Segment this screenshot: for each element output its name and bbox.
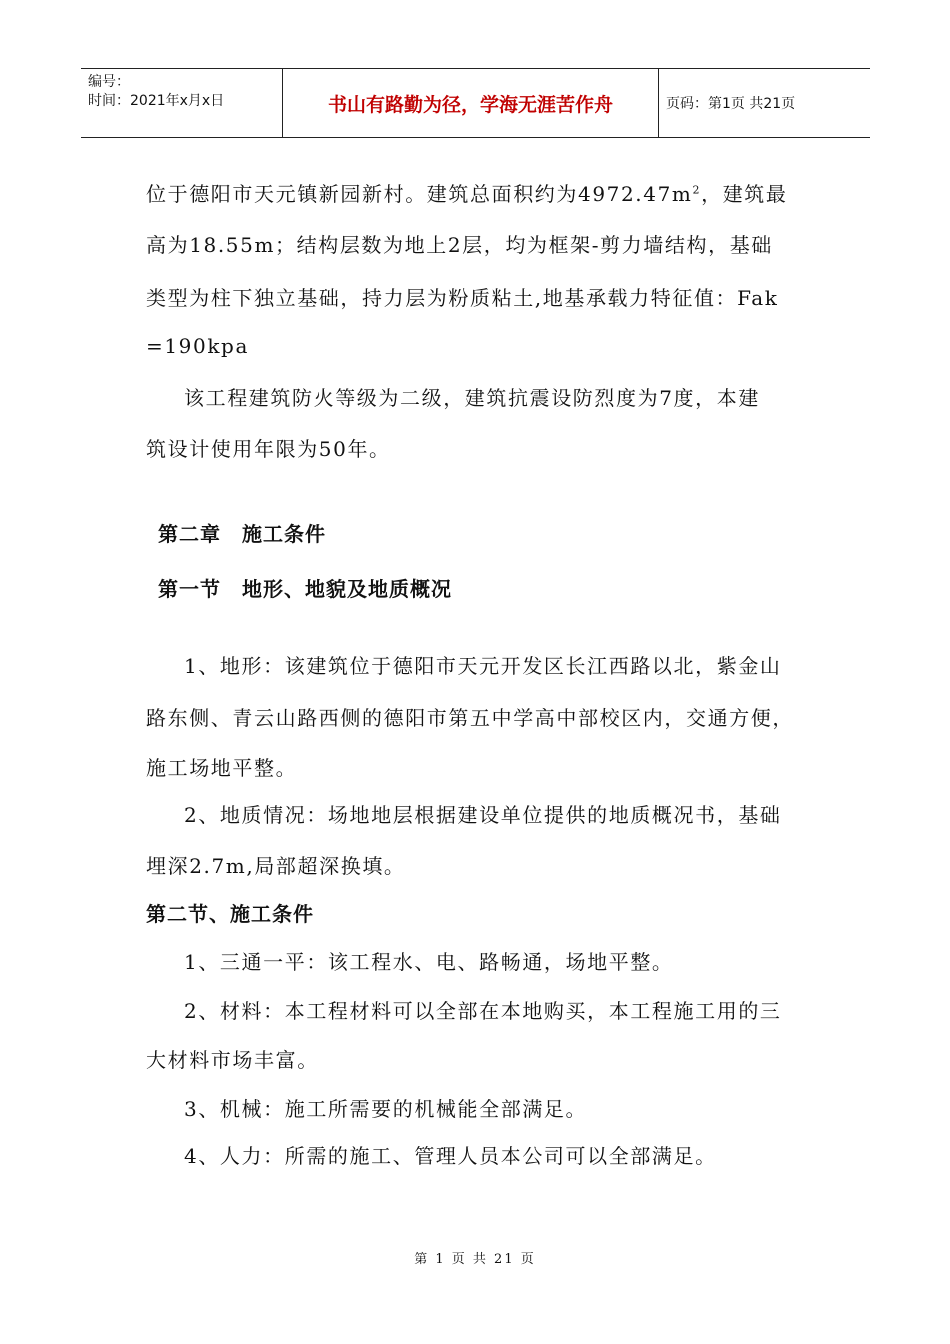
page-footer: 第 1 页 共 21 页 [414,1252,536,1267]
geology-line1: 2、地质情况：场地地层根据建设单位提供的地质概况书，基础 [184,803,782,827]
condition-4: 4、人力：所需的施工、管理人员本公司可以全部满足。 [184,1144,717,1168]
terrain-line1: 1、地形：该建筑位于德阳市天元开发区长江西路以北，紫金山 [184,654,782,678]
number-label: 编号： [88,74,130,90]
para2-line1: 该工程建筑防火等级为二级，建筑抗震设防烈度为7度，本建 [184,386,760,410]
header-page-code: 页码：第1页 共21页 [666,96,796,112]
header-meta [81,69,283,137]
chapter-heading: 第二章 施工条件 [158,522,326,546]
geology-line2: 埋深2.7m,局部超深换填。 [146,854,406,878]
para1-line4: =190kpa [146,334,249,358]
condition-2-line2: 大材料市场丰富。 [146,1048,319,1072]
header-table [81,68,870,138]
condition-1: 1、三通一平：该工程水、电、路畅通，场地平整。 [184,950,674,974]
header-motto: 书山有路勤为径，学海无涯苦作舟 [283,69,659,137]
condition-2-line1: 2、材料：本工程材料可以全部在本地购买，本工程施工用的三 [184,999,782,1023]
para1-line1: 位于德阳市天元镇新园新村。建筑总面积约为$4972.47m^2$，建筑最 [146,182,788,206]
para1-line2: 高为18.55m；结构层数为地上2层，均为框架-剪力墙结构，基础 [146,233,773,257]
terrain-line3: 施工场地平整。 [146,756,298,780]
time-label: 时间：2021年x月x日 [88,93,225,109]
section-heading-1: 第一节 地形、地貌及地质概况 [158,577,452,601]
terrain-line2: 路东侧、青云山路西侧的德阳市第五中学高中部校区内，交通方便， [146,706,794,730]
condition-3: 3、机械：施工所需要的机械能全部满足。 [184,1097,588,1121]
para2-line2: 筑设计使用年限为50年。 [146,437,391,461]
para1-line3: 类型为柱下独立基础，持力层为粉质粘土,地基承载力特征值：Fak [146,286,779,310]
section-heading-2: 第二节、施工条件 [146,902,314,926]
